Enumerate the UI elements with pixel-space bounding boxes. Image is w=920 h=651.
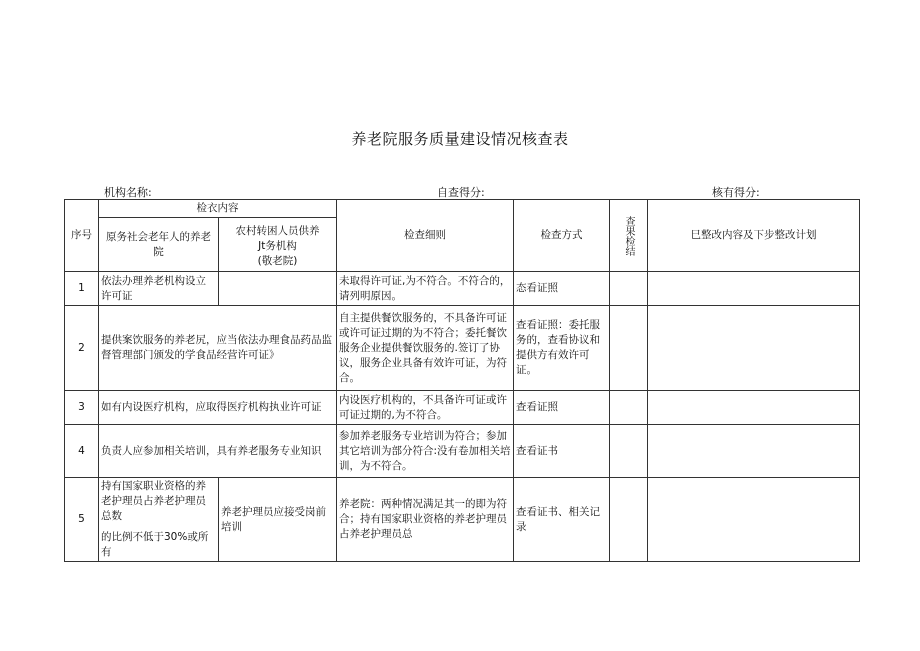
row-content-a: 如有内设医疗机构，应取得医疗机构执业许可证 <box>99 391 337 425</box>
row-detail: 自主提供餐饮服务的，不具备许可证或许可证过期的为不符合；委托餐饮服务企业提供餐饮服务的.签订了协议，服务企业具备有效许可证，为符合。 <box>337 306 514 391</box>
row-detail: 内设医疗机构的，不具备许可证或许可证过期的,为不符合。 <box>337 391 514 425</box>
row-content-b <box>219 272 337 306</box>
header-content-a: 原务社会老年人的养老院 <box>99 218 219 272</box>
row-seq: 5 <box>65 478 99 562</box>
row-detail: 未取得许可证,为不符合。不符合的，请列明原因。 <box>337 272 514 306</box>
row-plan[interactable] <box>648 425 860 478</box>
row-result[interactable] <box>610 391 648 425</box>
row-seq: 1 <box>65 272 99 306</box>
inspection-table <box>64 199 860 562</box>
table-row <box>65 272 860 306</box>
row-seq: 2 <box>65 306 99 391</box>
row-result[interactable] <box>610 425 648 478</box>
row-result[interactable] <box>610 272 648 306</box>
header-content-b <box>219 218 337 272</box>
row-detail: 养老院：两种情况满足其一的即为符合；持有国家职业资格的养老护理员占养老护理员总 <box>337 478 514 562</box>
header-content-group: 检衣内容 <box>99 200 337 218</box>
table-row <box>65 425 860 478</box>
header-plan: 巳整改内容及下步整改计划 <box>648 200 860 272</box>
row-seq: 4 <box>65 425 99 478</box>
row-method: 查看证照：委托服务的，查看协议和提供方有效许可证。 <box>514 306 610 391</box>
row-content-b: 养老护理员应接受岗前培训 <box>219 478 337 562</box>
row-content-a: 依法办理养老机构设立许可证 <box>99 272 219 306</box>
row-method: 查看证照 <box>514 391 610 425</box>
row-content-a <box>99 478 219 562</box>
page-title: 养老院服务质量建设情况核查表 <box>351 130 569 148</box>
row-method: 查看证书 <box>514 425 610 478</box>
row-result[interactable] <box>610 478 648 562</box>
self-score-label: 自查得分: <box>437 186 485 199</box>
check-score-label: 核有得分: <box>712 186 760 199</box>
row-method: 态看证照 <box>514 272 610 306</box>
row-content-a: 负责人应参加相关培训，具有养老服务专业知识 <box>99 425 337 478</box>
header-detail: 检查细则 <box>337 200 514 272</box>
header-content-b-line3: (敬老院) <box>257 254 298 266</box>
row-plan[interactable] <box>648 391 860 425</box>
table-row <box>65 391 860 425</box>
row-result[interactable] <box>610 306 648 391</box>
row-seq: 3 <box>65 391 99 425</box>
row-content-a: 提供案饮服务的养老尻，应当依法办理食品药品监督管理部门颁发的学食品经营许可证》 <box>99 306 337 391</box>
table-row <box>65 306 860 391</box>
header-content-b-line2: Jt务机构 <box>258 239 297 252</box>
header-result-text: 查果检结 <box>623 215 634 256</box>
row-content-a-line2: 的比例不低于30%或所有 <box>101 531 209 558</box>
table-row <box>65 478 860 562</box>
row-content-a-line1: 持有国家职业资格的养老护理员占养老护理员总数 <box>101 480 206 522</box>
row-plan[interactable] <box>648 306 860 391</box>
row-plan[interactable] <box>648 478 860 562</box>
row-plan[interactable] <box>648 272 860 306</box>
header-method: 检查方式 <box>514 200 610 272</box>
header-seq: 序号 <box>65 200 99 272</box>
row-method: 查看证书、相关记录 <box>514 478 610 562</box>
org-name-label: 机构名称: <box>104 186 152 199</box>
header-content-b-line1: 农村转困人员供养 <box>235 224 320 237</box>
header-result <box>610 200 648 272</box>
row-detail: 参加养老服务专业培训为符合；参加其它培训为部分符合:没有卷加相关培训，为不符合。 <box>337 425 514 478</box>
